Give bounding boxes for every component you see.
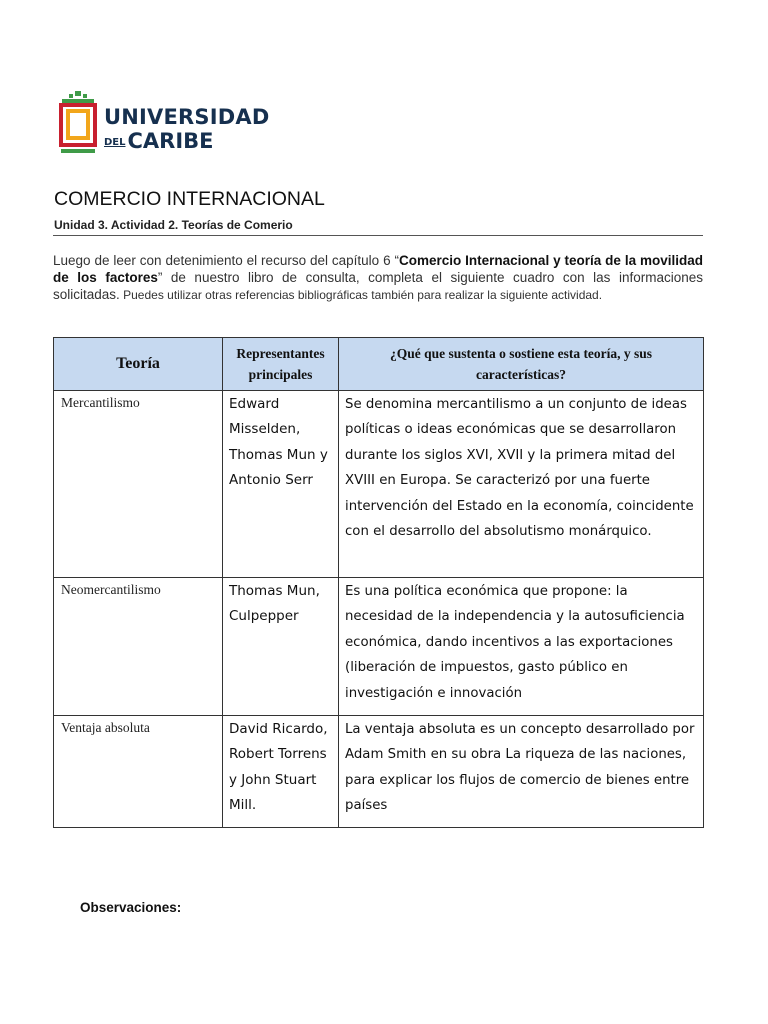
cell-representantes: David Ricardo, Robert Torrens y John Stuart Mill.	[223, 716, 339, 828]
cell-representantes: Thomas Mun, Culpepper	[223, 578, 339, 716]
header-teoria: Teoría	[54, 338, 223, 391]
cell-descripcion: Se denomina mercantilismo a un conjunto de ideas políticas o ideas económicas que se desarrollaron durante los siglos XVI, XVII y la primera mitad del XVIII en Europa. Se caracterizó por una fuerte intervención del Estado en la economía, coincidente con el desarrollo del absolutismo monárquico.	[339, 391, 704, 578]
table-row	[54, 716, 704, 828]
table-row	[54, 578, 704, 716]
table-row	[54, 391, 704, 578]
cell-teoria: Ventaja absoluta	[54, 716, 223, 828]
table-header-row	[54, 338, 704, 391]
observaciones-label: Observaciones:	[80, 900, 182, 915]
intro-text-1: Luego de leer con detenimiento el recurso del capítulo 6 “	[53, 253, 399, 268]
theories-table	[53, 337, 704, 828]
intro-paragraph	[53, 252, 703, 304]
cell-descripcion: Es una política económica que propone: la necesidad de la independencia y la autosuficiencia económica, dando incentivos a las exportaciones (liberación de impuestos, gasto público en investigación e innovación	[339, 578, 704, 716]
cell-teoria: Neomercantilismo	[54, 578, 223, 716]
header-descripcion: ¿Qué que sustenta o sostiene esta teoría, y sus características?	[339, 338, 704, 391]
cell-representantes: Edward Misselden, Thomas Mun y Antonio Serr	[223, 391, 339, 578]
university-logo	[58, 91, 270, 155]
logo-text-universidad: UNIVERSIDAD	[104, 105, 270, 129]
document-title: COMERCIO INTERNACIONAL	[54, 188, 325, 210]
intro-text-bold: Comercio Internacional y teoría de la movilidad de los factores	[53, 253, 703, 285]
logo-text-caribe-main: CARIBE	[127, 129, 214, 153]
intro-text-small: Puedes utilizar otras referencias bibliográficas también para realizar la siguiente actividad.	[119, 288, 603, 302]
intro-text-2: ” de nuestro libro de consulta, completa el siguiente cuadro con las informaciones solicitadas.	[53, 270, 703, 302]
document-subtitle: Unidad 3. Actividad 2. Teorías de Comerio	[54, 218, 293, 232]
logo-emblem-icon	[58, 91, 98, 155]
logo-text-caribe	[104, 129, 214, 153]
header-representantes: Representantes principales	[223, 338, 339, 391]
logo-text-del: DEL	[104, 137, 126, 148]
cell-teoria: Mercantilismo	[54, 391, 223, 578]
cell-descripcion: La ventaja absoluta es un concepto desarrollado por Adam Smith en su obra La riqueza de las naciones, para explicar los flujos de comercio de bienes entre países	[339, 716, 704, 828]
title-divider	[53, 235, 703, 236]
